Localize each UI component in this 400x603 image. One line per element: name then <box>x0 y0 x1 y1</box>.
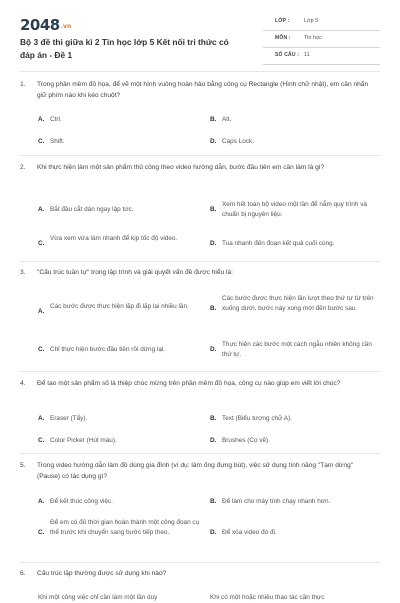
meta-row-subject <box>263 33 380 48</box>
option-letter: D. <box>210 529 217 536</box>
option-text: Để em có đủ thời gian hoàn thành một công đoạn cụ thể trước khi chuyển sang bước tiếp theo. <box>50 519 200 536</box>
question-divider <box>20 453 380 454</box>
option-letter: A. <box>38 116 45 123</box>
question-text: Để tạo một sản phẩm số là thiệp chúc mừng trên phần mềm đồ họa, công cụ nào giúp em viết lời chúc? <box>37 380 341 387</box>
question-number: 5. <box>20 462 26 469</box>
meta-info-table <box>263 16 380 67</box>
question-number: 4. <box>20 380 26 387</box>
option-letter: B. <box>210 415 217 422</box>
option-letter: D. <box>210 240 217 247</box>
question-text: Trong phần mềm đồ họa, để vẽ một hình vuông hoàn hảo bằng công cụ Rectangle (Hình chữ nhật), em cần nhấn giữ phím nào khi kéo chuột? <box>37 81 369 99</box>
question-divider <box>20 562 380 563</box>
option-letter: B. <box>210 116 217 123</box>
option-letter: B. <box>210 498 217 505</box>
option-text: Để làm cho máy tính chạy nhanh hơn. <box>222 498 331 505</box>
option-text: Để kết thúc công việc. <box>50 498 113 505</box>
option-letter: B. <box>210 206 217 213</box>
question-text: "Cấu trúc tuần tự" trong lập trình và giải quyết vấn đề được hiểu là: <box>37 269 233 276</box>
question-divider <box>20 261 380 262</box>
option-letter: B. <box>210 305 217 312</box>
option-text: Các bước được thực hiện lần lượt theo thứ tự từ trên xuống dưới, bước này xong mới đến bước sau. <box>222 295 374 312</box>
meta-value: Lớp 5 <box>304 17 319 24</box>
meta-value: Tin học <box>304 34 322 41</box>
option-text: Thực hiện các bước một cách ngẫu nhiên không cần thứ tự. <box>222 341 372 358</box>
option-letter: C. <box>38 138 45 145</box>
option-letter: A. <box>38 308 45 315</box>
option-text: Khi một công việc chỉ cần làm một lần duy <box>38 594 158 601</box>
option-text: Eraser (Tẩy). <box>50 415 88 422</box>
question-number: 3. <box>20 269 26 276</box>
question-number: 6. <box>20 570 26 577</box>
question-number: 2. <box>20 164 26 171</box>
option-text: Xem hết toàn bộ video một lần để nắm quy trình và chuẩn bị nguyên liệu. <box>222 201 367 218</box>
header-divider <box>20 71 380 72</box>
document-title: Bộ 3 đề thi giữa kì 2 Tin học lớp 5 Kết nối tri thức có đáp án - Đề 1 <box>20 37 229 60</box>
option-text: Tua nhanh đến đoạn kết quả cuối cùng. <box>222 240 335 247</box>
logo-domain: .vn <box>60 23 72 30</box>
site-logo[interactable] <box>20 15 71 34</box>
option-text: Bắt đầu cắt dán ngay lập tức. <box>50 206 134 213</box>
option-text: Chỉ thực hiện bước đầu tiên rồi dừng lại. <box>50 346 166 353</box>
option-letter: A. <box>38 415 45 422</box>
meta-key: MÔN : <box>275 35 291 41</box>
option-letter: D. <box>210 346 217 353</box>
option-text: Brushes (Cọ vẽ). <box>222 437 270 444</box>
question-text: Cấu trúc lặp thường được sử dụng khi nào? <box>37 570 167 577</box>
meta-row-class <box>263 16 380 31</box>
option-text: Khi có một hoặc nhiều thao tác cần thực <box>210 594 325 601</box>
option-letter: A. <box>38 206 45 213</box>
meta-key: SỐ CÂU : <box>275 52 300 58</box>
meta-row-question-count <box>263 50 380 65</box>
option-text: Caps Lock. <box>222 138 254 145</box>
option-text: Ctrl. <box>50 116 62 123</box>
option-text: Alt. <box>222 116 232 123</box>
logo-number: 2048 <box>20 16 60 34</box>
meta-key: LỚP : <box>275 18 290 24</box>
meta-value: 11 <box>304 51 310 58</box>
option-letter: C. <box>38 529 45 536</box>
option-text: Shift. <box>50 138 65 145</box>
option-letter: D. <box>210 437 217 444</box>
option-letter: C. <box>38 240 45 247</box>
question-number: 1. <box>20 81 26 88</box>
option-text: Text (Biểu tượng chữ A). <box>222 415 292 422</box>
document-header <box>20 12 380 74</box>
option-letter: C. <box>38 437 45 444</box>
question-text: Trong video hướng dẫn làm đồ dùng gia đình (ví dụ: làm ống đựng bút), việc sử dụng tính năng "Tạm dừng" (Pause) có tác dụng gì? <box>37 462 353 480</box>
option-letter: D. <box>210 138 217 145</box>
option-letter: A. <box>38 498 45 505</box>
option-text: Các bước được thực hiện lặp đi lặp lại nhiều lần. <box>50 303 189 310</box>
option-letter: C. <box>38 346 45 353</box>
option-text: Color Picker (Hút màu). <box>50 437 117 444</box>
question-text: Khi thực hiện làm một sản phẩm thủ công theo video hướng dẫn, bước đầu tiên em cần làm là gì? <box>37 164 325 171</box>
question-divider <box>20 155 380 156</box>
option-text: Để xóa video đó đi. <box>222 529 277 536</box>
question-divider <box>20 371 380 372</box>
option-text: Vừa xem vừa làm nhanh để kịp tốc độ video. <box>50 235 178 242</box>
